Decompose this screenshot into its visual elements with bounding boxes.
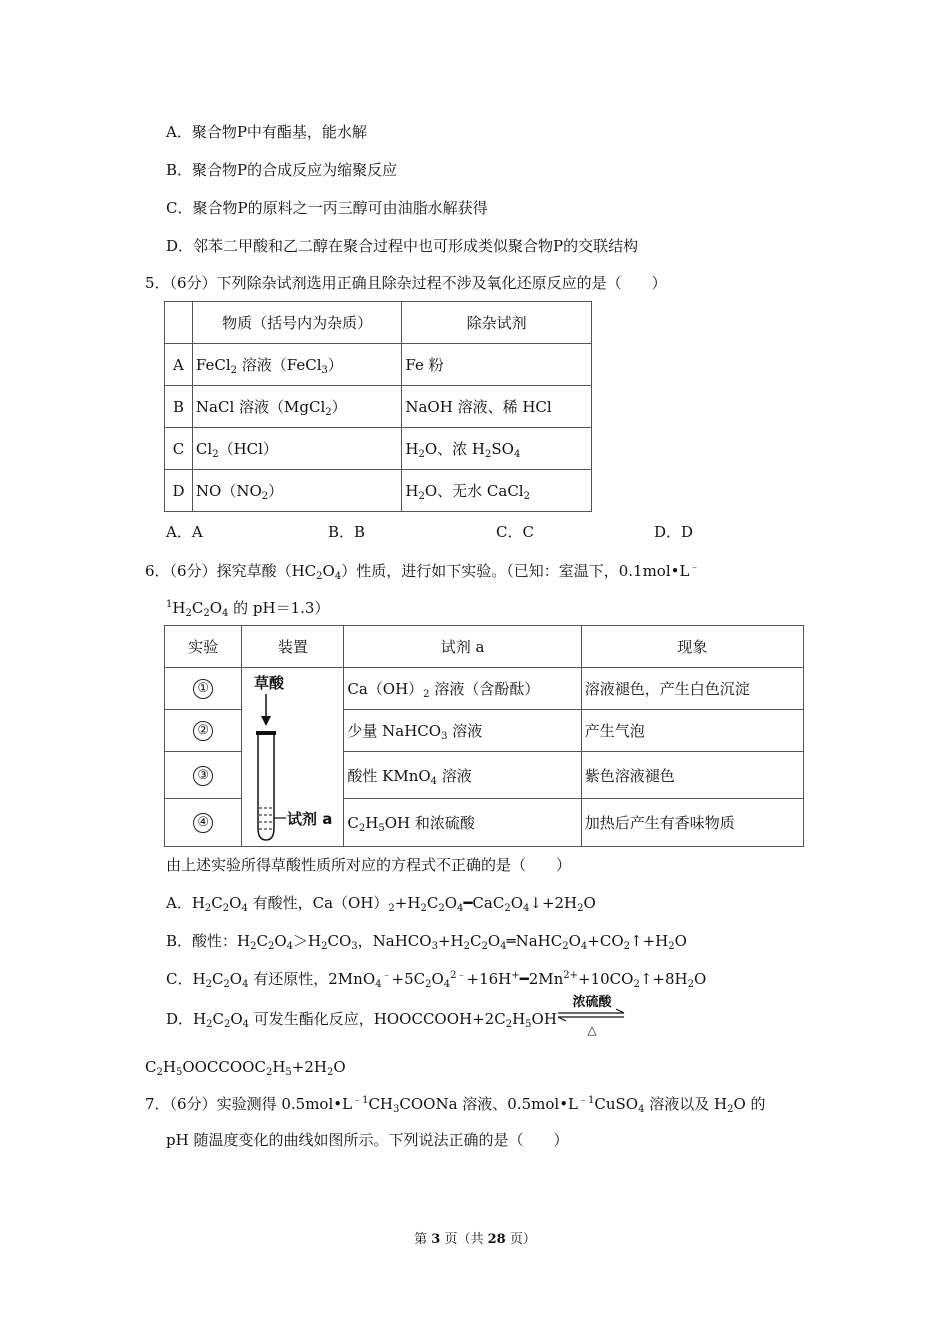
q5-reagent: NaOH 溶液、稀 HCl (402, 386, 592, 428)
q5-header-reagent: 除杂试剂 (402, 302, 592, 344)
q5-table (164, 301, 592, 512)
footer-suffix: 页） (509, 1232, 536, 1247)
q5-substance: NaCl 溶液（MgCl$_2$） (192, 386, 401, 428)
q6-option-b: B．酸性：$H_2C_2O_4>H_2CO_3$，$NaHCO_3+H_2C_2O_4═NaHC_2O_4+CO_2↑+H_2O$ (166, 932, 687, 952)
q6-header-reagent: 试剂 a (344, 626, 581, 668)
q5-header-substance: 物质（括号内为杂质） (192, 302, 401, 344)
q6-reagent: 酸性 KMnO$_4$ 溶液 (344, 752, 581, 798)
apparatus-side-label: 试剂 a (287, 810, 333, 828)
test-tube-rim (256, 731, 276, 735)
q6-option-d: D．$H_2C_2O_4$ 可发生酯化反应，$HOOCCOOH+2C_2H_5OH$ (166, 1010, 557, 1030)
q6-phenomenon: 溶液褪色，产生白色沉淀 (581, 668, 803, 710)
footer-prefix: 第 (414, 1232, 428, 1247)
q4-option-b: B．聚合物P的合成反应为缩聚反应 (166, 161, 398, 179)
q4-option-d: D．邻苯二甲酸和乙二醇在聚合过程中也可形成类似聚合物P的交联结构 (166, 237, 639, 255)
q6-stem-line2: $^1H_2C_2O_4$ 的 pH＝1.3） (166, 599, 330, 619)
q6-stem-end: ）性质，进行如下实验。（已知：室温下，0.1mol•L (341, 562, 690, 580)
q5-reagent: Fe 粉 (402, 344, 592, 386)
reversible-arrow-icon (556, 992, 628, 1038)
q5-option-b: B．B (328, 523, 366, 541)
q5-row-label: B (165, 386, 193, 428)
q6-stem-line1: 6．（6分）探究草酸$(HC_2O_4)$性质，进行如下实验。（已知：室温下，0.1mol•L﹣ (145, 562, 700, 582)
q6-experiment-number: ③ (193, 766, 213, 786)
q6-option-c: C．$H_2C_2O_4$ 有还原性，$2MnO_4^﹣+5C_2O_4^{2﹣}+16H^+━2Mn^{2+}+10CO_2↑+8H_2O$ (166, 970, 707, 990)
q5-row-label: D (165, 470, 193, 512)
q5-row-label: A (165, 344, 193, 386)
heat-label: △ (587, 1023, 597, 1037)
test-tube-apparatus-diagram (242, 668, 343, 846)
q6-header-apparatus: 装置 (242, 626, 344, 668)
q5-option-a: A．A (166, 523, 203, 541)
q5-substance: $NO(NO_2)$ (192, 470, 401, 512)
q6-question: 由上述实验所得草酸性质所对应的方程式不正确的是（ ） (166, 856, 572, 874)
q6-reagent: $Ca(OH)_2$ 溶液（含酚酞） (344, 668, 581, 710)
q5-row-label: C (165, 428, 193, 470)
q6-option-a: A．$H_2C_2O_4$ 有酸性，$Ca(OH)_2+H_2C_2O_4━CaC_2O_4↓+2H_2O$ (166, 894, 596, 914)
q6-table (164, 625, 804, 847)
q6-phenomenon: 紫色溶液褪色 (581, 752, 803, 798)
catalyst-label: 浓硫酸 (572, 995, 612, 1010)
q4-option-c: C．聚合物P的原料之一丙三醇可由油脂水解获得 (166, 199, 488, 217)
q6-header-phenomenon: 现象 (581, 626, 803, 668)
q5-option-d: D．D (654, 523, 694, 541)
q5-substance: FeCl$_2$ 溶液（FeCl$_3$） (192, 344, 401, 386)
q7-stem-line2: pH 随温度变化的曲线如图所示。下列说法正确的是（ ） (166, 1131, 569, 1149)
page-footer (0, 1228, 950, 1247)
q6-option-d-products: $C_2H_5OOCCOOC_2H_5+2H_2O$ (145, 1058, 346, 1078)
arrow-head-icon (261, 716, 271, 726)
footer-total-pages: 28 (487, 1232, 506, 1247)
q5-header-label (165, 302, 193, 344)
q7-stem-line1: 7．（6分）实验测得 $0.5mol•L^{﹣1}CH_3COONa$ 溶液、$0.5mol•L^{﹣1}CuSO_4$ 溶液以及 $H_2O$ 的 (145, 1095, 766, 1115)
footer-page-number: 3 (431, 1232, 441, 1247)
footer-mid: 页（共 (444, 1232, 484, 1247)
q6-experiment-number: ② (193, 721, 213, 741)
q5-option-c: C．C (496, 523, 534, 541)
q6-experiment-number: ① (193, 679, 213, 699)
q4-option-a: A．聚合物P中有酯基，能水解 (166, 123, 367, 141)
apparatus-top-label: 草酸 (254, 674, 285, 692)
q6-phenomenon: 加热后产生有香味物质 (581, 798, 803, 846)
q5-reagent: $H_2O$、无水 CaCl$_2$ (402, 470, 592, 512)
q6-reagent: 少量 NaHCO$_3$ 溶液 (344, 710, 581, 752)
q5-stem: 5．（6分）下列除杂试剂选用正确且除杂过程不涉及氧化还原反应的是（ ） (145, 274, 667, 292)
q6-stem-start: 6．（6分）探究草酸（H (145, 562, 305, 580)
test-tube-icon (258, 735, 274, 840)
q6-apparatus-cell (242, 668, 344, 847)
q6-header-experiment: 实验 (165, 626, 242, 668)
q6-experiment-number: ④ (193, 813, 213, 833)
q6-reagent: $C_2H_5OH$ 和浓硫酸 (344, 798, 581, 846)
q6-phenomenon: 产生气泡 (581, 710, 803, 752)
q5-substance: $Cl_2(HCl)$ (192, 428, 401, 470)
q5-reagent: $H_2O$、浓 $H_2SO_4$ (402, 428, 592, 470)
q5-row-b-substance-text: NaCl 溶液（MgCl (195, 398, 326, 416)
